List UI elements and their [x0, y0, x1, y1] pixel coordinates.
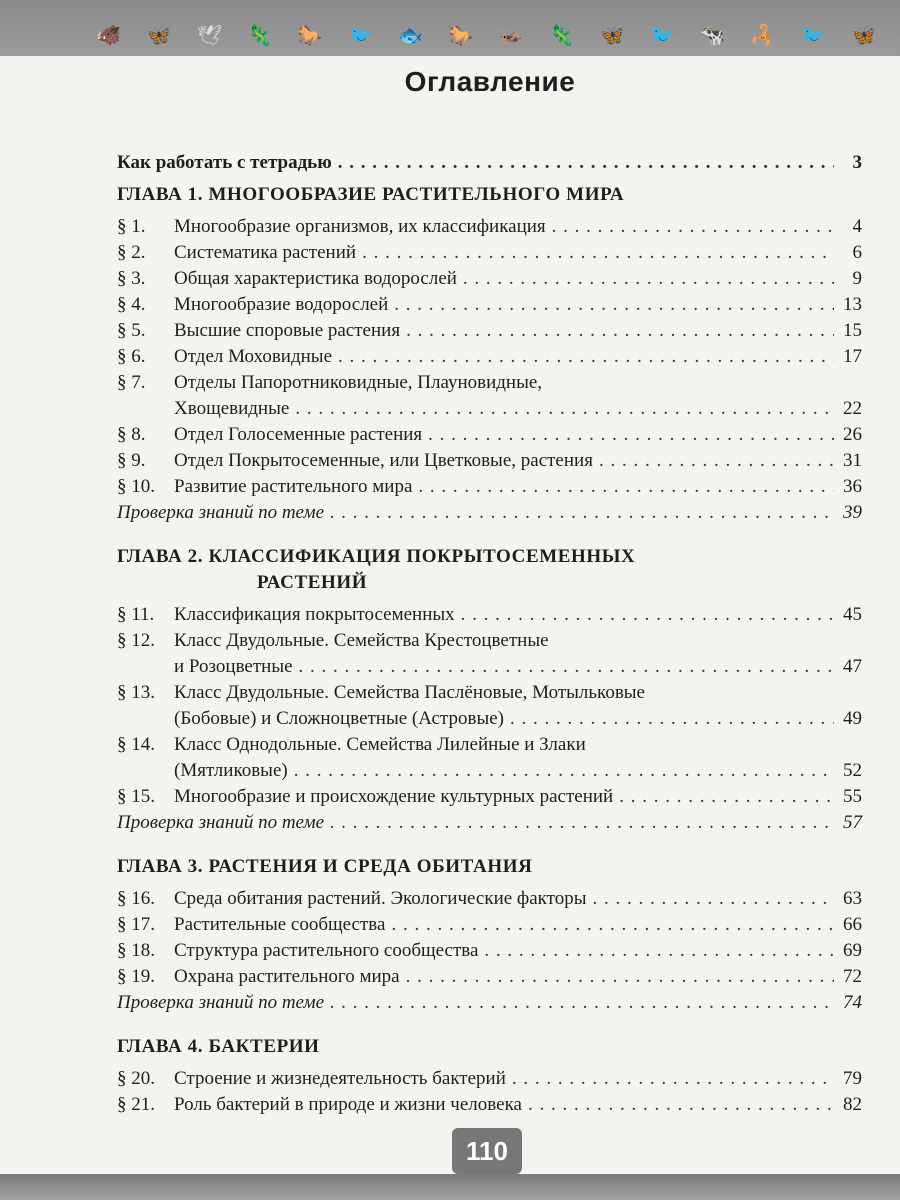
entry-number: § 13. [117, 682, 155, 703]
dot-leader [412, 474, 834, 500]
entry-label: Многообразие и происхождение культурных растений [174, 786, 614, 807]
toc-entry-continuation[interactable] [117, 654, 862, 680]
entry-label: (Бобовые) и Сложноцветные (Астровые) [174, 708, 504, 729]
animal-silhouettes [96, 20, 876, 50]
entry-label: (Мятликовые) [174, 760, 288, 781]
toc-entry[interactable] [117, 448, 862, 474]
dot-leader [504, 706, 834, 732]
toc-entry[interactable] [117, 964, 862, 990]
entry-label: Растительные сообщества [174, 914, 386, 935]
entry-label: Развитие растительного мира [174, 476, 413, 497]
toc-entry-check[interactable] [117, 500, 862, 526]
toc-entry[interactable] [117, 344, 862, 370]
entry-label: Отдел Голосеменные растения [174, 424, 423, 445]
entry-label: Проверка знаний по теме [117, 502, 325, 523]
entry-number: § 2. [117, 242, 146, 263]
toc-entry-continuation[interactable] [117, 706, 862, 732]
entry-number: § 15. [117, 786, 155, 807]
entry-number: § 19. [117, 966, 155, 987]
toc-entry[interactable] [117, 422, 862, 448]
toc-entry[interactable] [117, 732, 862, 758]
entry-page: 17 [843, 346, 862, 367]
page-number: 110 [466, 1135, 508, 1166]
footer-band [0, 1174, 900, 1200]
entry-number: § 5. [117, 320, 146, 341]
chapter-2-title [117, 544, 862, 596]
toc-entry[interactable] [117, 240, 862, 266]
entry-page: 4 [852, 216, 862, 237]
header-band [0, 0, 900, 56]
toc-entry-intro[interactable] [117, 150, 862, 176]
dot-leader [385, 912, 834, 938]
entry-page: 57 [843, 812, 862, 833]
lizard-icon: 🦎 [549, 23, 575, 47]
dot-leader [613, 784, 834, 810]
entry-label: Многообразие организмов, их классификация [174, 216, 546, 237]
toc-entry[interactable] [117, 1066, 862, 1092]
entry-number: § 1. [117, 216, 146, 237]
dot-leader [324, 500, 834, 526]
toc-entry[interactable] [117, 602, 862, 628]
toc-entry[interactable] [117, 680, 862, 706]
toc-entry-continuation[interactable] [117, 758, 862, 784]
entry-label: Проверка знаний по теме [117, 812, 325, 833]
toc-entry[interactable] [117, 912, 862, 938]
horse-icon: 🐎 [448, 23, 474, 47]
pig-icon: 🐗 [96, 23, 121, 47]
dot-leader [400, 964, 834, 990]
toc-entry[interactable] [117, 318, 862, 344]
toc-entry[interactable] [117, 214, 862, 240]
entry-page: 63 [843, 888, 862, 909]
lizard-icon: 🦎 [247, 23, 273, 47]
toc-entry[interactable] [117, 628, 862, 654]
entry-page: 47 [843, 656, 862, 677]
horse-icon: 🐎 [297, 23, 323, 47]
dot-leader [422, 422, 834, 448]
entry-number: § 16. [117, 888, 155, 909]
entry-number: § 10. [117, 476, 155, 497]
entry-number: § 20. [117, 1068, 155, 1089]
entry-label: Общая характеристика водорослей [174, 268, 457, 289]
dot-leader [293, 654, 834, 680]
entry-label: Хвощевидные [174, 398, 290, 419]
entry-label: Класс Двудольные. Семейства Крестоцветные [174, 630, 549, 651]
entry-page: 13 [843, 294, 862, 315]
entry-page: 66 [843, 914, 862, 935]
chapter-title-line: РАСТЕНИЙ [257, 572, 368, 593]
entry-number: § 12. [117, 630, 155, 651]
dot-leader [289, 396, 834, 422]
entry-number: § 8. [117, 424, 146, 445]
chapter-3-title: ГЛАВА 3. РАСТЕНИЯ И СРЕДА ОБИТАНИЯ [117, 856, 533, 877]
entry-label: Систематика растений [174, 242, 357, 263]
dot-leader [586, 886, 834, 912]
dot-leader [332, 150, 834, 176]
dot-leader [522, 1092, 834, 1118]
entry-page: 6 [852, 242, 862, 263]
entry-label: Структура растительного сообщества [174, 940, 479, 961]
entry-page: 55 [843, 786, 862, 807]
bird-icon: 🕊 [196, 23, 222, 47]
toc-entry-check[interactable] [117, 990, 862, 1016]
bird-icon: 🐦 [800, 23, 826, 47]
dot-leader [288, 758, 834, 784]
entry-page: 82 [843, 1094, 862, 1115]
entry-page: 49 [843, 708, 862, 729]
entry-label: Строение и жизнедеятельность бактерий [174, 1068, 506, 1089]
entry-label: Класс Двудольные. Семейства Паслёновые, Мотыльковые [174, 682, 645, 703]
entry-label: Роль бактерий в природе и жизни человека [174, 1094, 522, 1115]
entry-page: 31 [843, 450, 862, 471]
entry-label: Отдел Моховидные [174, 346, 333, 367]
entry-number: § 7. [117, 372, 146, 393]
bird-icon: 🐦 [347, 23, 373, 47]
page-title: Оглавление [404, 66, 576, 97]
dot-leader [324, 810, 834, 836]
entry-number: § 3. [117, 268, 146, 289]
toc-entry[interactable] [117, 292, 862, 318]
toc-entry[interactable] [117, 370, 862, 396]
entry-label: Проверка знаний по теме [117, 992, 325, 1013]
chapter-4-title: ГЛАВА 4. БАКТЕРИИ [117, 1036, 320, 1057]
entry-number: § 11. [117, 604, 155, 625]
entry-label: Отдел Покрытосеменные, или Цветковые, растения [174, 450, 593, 471]
entry-label: Отделы Папоротниковидные, Плауновидные, [174, 372, 543, 393]
dot-leader [356, 240, 834, 266]
entry-number: § 6. [117, 346, 146, 367]
entry-page: 45 [843, 604, 862, 625]
entry-number: § 18. [117, 940, 155, 961]
entry-page: 79 [843, 1068, 862, 1089]
entry-label: Класс Однодольные. Семейства Лилейные и Злаки [174, 734, 586, 755]
page-number-badge [452, 1128, 522, 1174]
horse-icon: 🐄 [700, 23, 725, 47]
dot-leader [457, 266, 834, 292]
butterfly-icon: 🦋 [850, 23, 876, 47]
entry-number: § 14. [117, 734, 155, 755]
dot-leader [400, 318, 834, 344]
dot-leader [332, 344, 834, 370]
dot-leader [546, 214, 834, 240]
entry-label: Среда обитания растений. Экологические факторы [174, 888, 587, 909]
entry-label: и Розоцветные [174, 656, 293, 677]
insect-icon: 🦂 [750, 23, 776, 47]
chapter-title-line: ГЛАВА 2. КЛАССИФИКАЦИЯ ПОКРЫТОСЕМЕННЫХ [117, 546, 636, 567]
entry-number: § 9. [117, 450, 146, 471]
dot-leader [506, 1066, 834, 1092]
toc-entry[interactable] [117, 474, 862, 500]
entry-label: Охрана растительного мира [174, 966, 400, 987]
entry-label: Высшие споровые растения [174, 320, 401, 341]
dot-leader [455, 602, 834, 628]
toc-entry[interactable] [117, 266, 862, 292]
dot-leader [478, 938, 834, 964]
entry-number: § 17. [117, 914, 155, 935]
toc-entry[interactable] [117, 886, 862, 912]
entry-label: Классификация покрытосеменных [174, 604, 455, 625]
butterfly-icon: 🦋 [146, 23, 172, 47]
entry-page: 69 [843, 940, 862, 961]
entry-page: 9 [852, 268, 862, 289]
toc-entry-continuation[interactable] [117, 396, 862, 422]
dot-leader [593, 448, 834, 474]
toc-entry[interactable] [117, 1092, 862, 1118]
entry-number: § 4. [117, 294, 146, 315]
entry-page: 74 [843, 992, 862, 1013]
entry-page: 22 [843, 398, 862, 419]
dot-leader [324, 990, 834, 1016]
entry-page: 26 [843, 424, 862, 445]
table-of-contents [117, 150, 862, 1118]
toc-entry-check[interactable] [117, 810, 862, 836]
bird-icon: 🐦 [649, 23, 675, 47]
entry-page: 39 [843, 502, 862, 523]
entry-number: § 21. [117, 1094, 155, 1115]
entry-page: 3 [852, 152, 862, 173]
insect-icon: 🦗 [498, 23, 524, 47]
entry-page: 52 [843, 760, 862, 781]
toc-entry[interactable] [117, 938, 862, 964]
entry-page: 15 [843, 320, 862, 341]
entry-label: Как работать с тетрадью [117, 152, 332, 173]
entry-label: Многообразие водорослей [174, 294, 389, 315]
chapter-1-title: ГЛАВА 1. МНОГООБРАЗИЕ РАСТИТЕЛЬНОГО МИРА [117, 184, 625, 205]
toc-entry[interactable] [117, 784, 862, 810]
butterfly-icon: 🦋 [599, 23, 625, 47]
entry-page: 72 [843, 966, 862, 987]
fish-icon: 🐟 [398, 23, 424, 47]
entry-page: 36 [843, 476, 862, 497]
dot-leader [388, 292, 834, 318]
